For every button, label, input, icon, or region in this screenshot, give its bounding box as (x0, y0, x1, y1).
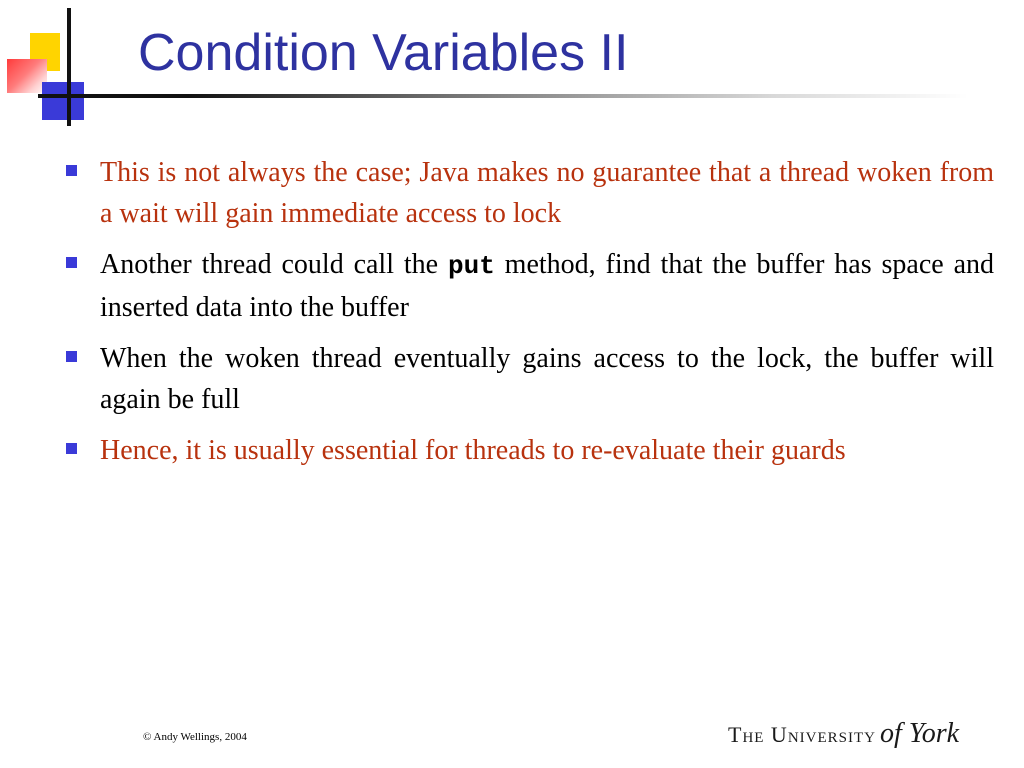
bullet-list (62, 152, 994, 481)
logo-wordmark: The University (728, 722, 876, 747)
bullet-text-before-code: Another thread could call the (100, 249, 448, 280)
bullet-text-after-code: method, find that the buffer has space and inserted data into the buffer (100, 249, 995, 323)
bullet-text: When the woken thread eventually gains access to the lock, the buffer will again be full (100, 343, 994, 415)
logo-script-text: of York (879, 718, 960, 749)
vertical-rule-decoration (67, 8, 71, 126)
bullet-text: This is not always the case; Java makes no guarantee that a thread woken from a wait will gain immediate access to lock (100, 157, 994, 229)
square-bullet-icon (66, 351, 77, 362)
slide-title: Condition Variables II (138, 24, 629, 82)
university-logo (728, 718, 959, 750)
bullet-text: Hence, it is usually essential for threads to re-evaluate their guards (100, 435, 846, 466)
bullet-item (62, 430, 994, 471)
red-gradient-square-decoration (7, 59, 47, 93)
code-keyword: put (447, 251, 495, 281)
blue-square-decoration (42, 82, 84, 120)
bullet-item (62, 152, 994, 234)
square-bullet-icon (66, 443, 77, 454)
copyright-notice: © Andy Wellings, 2004 (143, 731, 247, 743)
title-underline-fade (188, 94, 968, 98)
bullet-item (62, 338, 994, 420)
square-bullet-icon (66, 165, 77, 176)
bullet-item (62, 244, 994, 328)
square-bullet-icon (66, 257, 77, 268)
title-underline (38, 94, 188, 98)
